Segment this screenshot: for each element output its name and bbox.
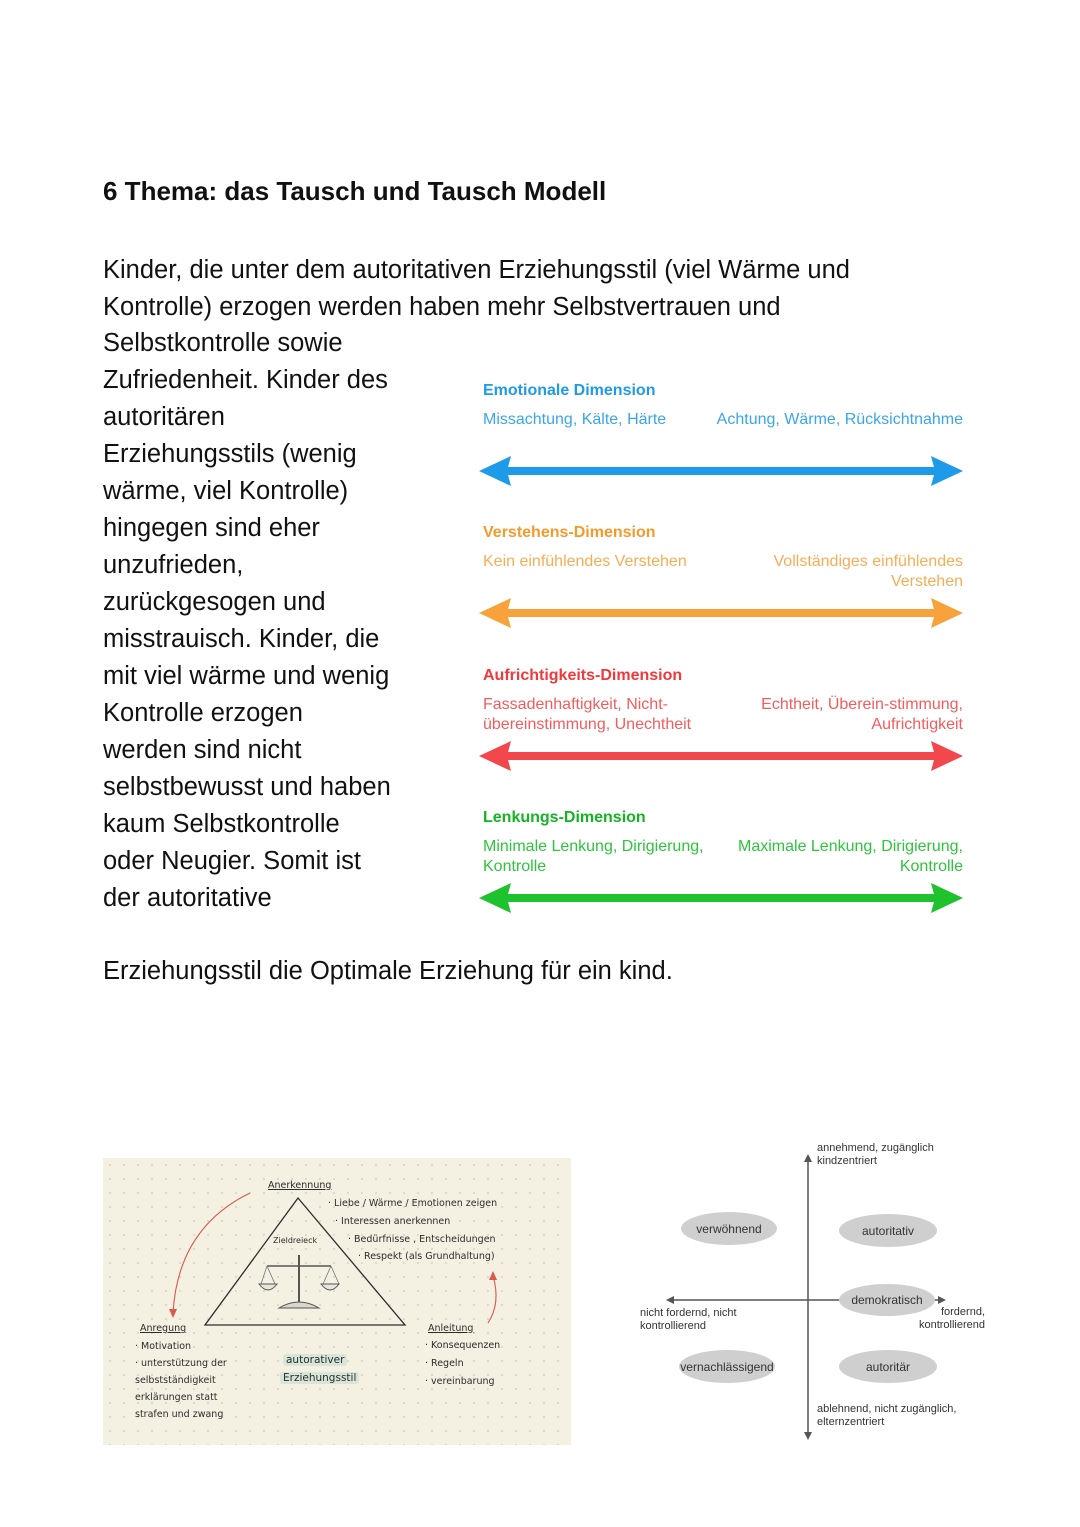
sketch-right-item: · Regeln (425, 1358, 464, 1369)
style-verwoehnend: verwöhnend (681, 1212, 777, 1245)
axis-bottom-label: ablehnend, nicht zugänglich, elternzentriert (817, 1403, 957, 1428)
axis-left-label: nicht fordernd, nicht kontrollierend (640, 1307, 737, 1332)
style-demokratisch: demokratisch (839, 1284, 935, 1316)
sincerity-dimension (483, 667, 963, 787)
sketch-left-item: · unterstützung der (135, 1358, 227, 1369)
paragraph-intro: Kinder, die unter dem autoritativen Erziehungsstil (viel Wärme und Kontrolle) erzogen werden haben mehr Selbstvertrauen und (103, 256, 850, 321)
zieldreieck-sketch (103, 1158, 571, 1445)
understanding-dimension (483, 524, 963, 644)
page-title: 6 Thema: das Tausch und Tausch Modell (103, 176, 607, 206)
paragraph-side: Selbstkontrolle sowie Zufriedenheit. Kinder des autoritären Erziehungsstils (wenig wärme, viel Kontrolle) hingegen sind eher unzufrieden, zurückgesogen und misstrauisch. Kinder, die mit viel wärme und wenig Kontrolle erzogen werden sind nicht selbstbewusst und haben kaum Selbstkontrolle oder Neugier. Somit ist der autoritative (103, 329, 391, 912)
sketch-right-label: Anleitung (428, 1323, 474, 1334)
dimension-left-pole: Minimale Lenkung, Dirigierung, Kontrolle (483, 838, 704, 875)
axes-icon (630, 1140, 990, 1445)
sketch-left-item: erklärungen statt (135, 1392, 218, 1403)
sketch-right-item: · vereinbarung (425, 1376, 495, 1387)
sketch-right-item: · Konsequenzen (425, 1340, 501, 1351)
sketch-top-item: · Bedürfnisse , Entscheidungen (348, 1234, 496, 1245)
sketch-style-label-1: autorativer (283, 1354, 347, 1366)
double-arrow-icon (479, 881, 963, 915)
sketch-left-item: selbstständigkeit (135, 1375, 216, 1386)
sketch-style-label (280, 1372, 359, 1384)
sketch-center-label: Zieldreieck (273, 1236, 318, 1245)
dimension-right-pole: Achtung, Wärme, Rücksichtnahme (716, 411, 963, 428)
sketch-top-item: · Liebe / Wärme / Emotionen zeigen (328, 1198, 498, 1209)
style-vernachlaessigend: vernachlässigend (679, 1350, 775, 1383)
sketch-left-item: · Motivation (135, 1341, 192, 1352)
axis-top-label: annehmend, zugänglich kindzentriert (817, 1142, 934, 1167)
dimension-title: Verstehens-Dimension (483, 524, 656, 541)
double-arrow-icon (479, 596, 963, 630)
sketch-left-item: strafen und zwang (135, 1409, 224, 1420)
sketch-left-label: Anregung (140, 1323, 187, 1334)
double-arrow-icon (479, 739, 963, 773)
style-autoritativ: autoritativ (839, 1214, 937, 1247)
parenting-style-quadrant (630, 1140, 990, 1445)
dimension-right-pole: Vollständiges einfühlendes Verstehen (773, 553, 963, 590)
sketch-top-item: · Interessen anerkennen (335, 1216, 451, 1227)
dimension-left-pole: Missachtung, Kälte, Härte (483, 411, 667, 428)
sketch-style-label-2: Erziehungsstil (280, 1372, 359, 1384)
sketch-top-item: · Respekt (als Grundhaltung) (358, 1251, 495, 1262)
guidance-dimension (483, 809, 963, 929)
dimension-title: Lenkungs-Dimension (483, 809, 646, 826)
style-autoritaer: autoritär (839, 1350, 937, 1383)
double-arrow-icon (479, 454, 963, 488)
sketch-style-label (283, 1354, 347, 1366)
paragraph-end: Erziehungsstil die Optimale Erziehung für ein kind. (103, 957, 673, 985)
sketch-top-label: Anerkennung (268, 1180, 332, 1191)
dimension-left-pole: Fassadenhaftigkeit, Nicht-übereinstimmung, Unechtheit (483, 696, 692, 733)
dimension-right-pole: Echtheit, Überein-stimmung, Aufrichtigkeit (761, 696, 963, 733)
dimension-left-pole: Kein einfühlendes Verstehen (483, 553, 687, 570)
dimension-title: Aufrichtigkeits-Dimension (483, 667, 683, 684)
dimension-title: Emotionale Dimension (483, 382, 656, 399)
dimension-right-pole: Maximale Lenkung, Dirigierung, Kontrolle (738, 838, 963, 875)
emotional-dimension (483, 382, 963, 502)
axis-right-label: fordernd, kontrollierend (918, 1306, 985, 1331)
